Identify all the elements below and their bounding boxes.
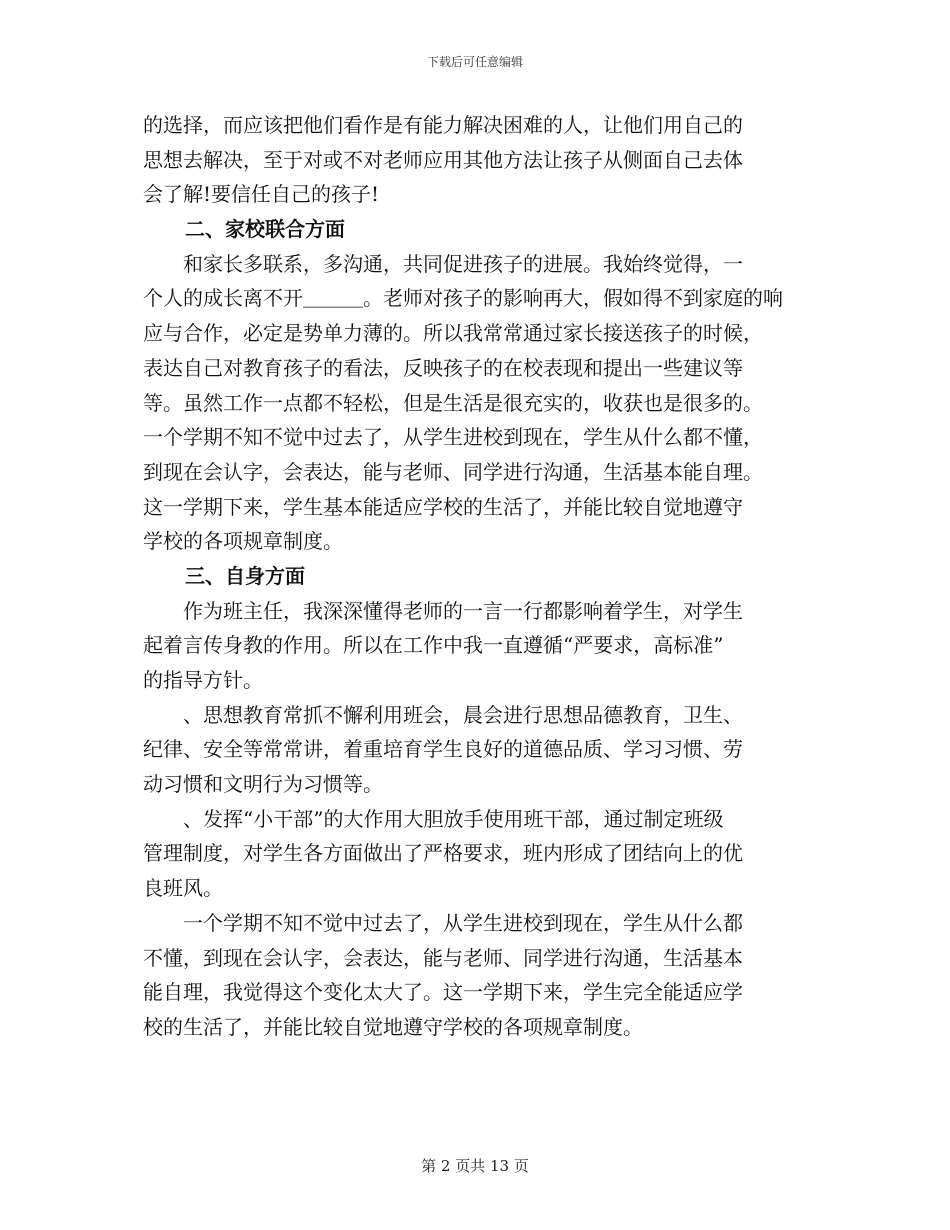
section-heading: 三、自身方面 [185,563,305,588]
body-line: 的指导方针。 [143,668,263,692]
document-body [143,108,811,1045]
body-line: 、发挥“小干部”的大作用大胆放手使用班干部，通过制定班级 [143,806,724,831]
page-footer: 第 2 页共 13 页 [421,1157,529,1175]
body-line: 、思想教育常抓不懈利用班会，晨会进行思想品德教育，卫生、 [143,702,743,727]
body-line: 不懂，到现在会认字，会表达，能与老师、同学进行沟通，生活基本 [143,945,743,970]
body-line: 能自理，我觉得这个变化太大了。这一学期下来，学生完全能适应学 [143,980,743,1005]
body-line: 会了解!要信任自己的孩子! [143,182,380,207]
body-line: 应与合作，必定是势单力薄的。所以我常常通过家长接送孩子的时候， [143,321,763,346]
body-line: 一个学期不知不觉中过去了，从学生进校到现在，学生从什么都 [143,910,743,935]
body-line: 学校的各项规章制度。 [143,529,343,554]
body-line: 作为班主任，我深深懂得老师的一言一行都影响着学生，对学生 [143,598,743,623]
body-line: 的选择，而应该把他们看作是有能力解决困难的人，让他们用自己的 [143,113,743,137]
body-line: 表达自己对教育孩子的看法，反映孩子的在校表现和提出一些建议等 [143,355,743,380]
body-line: 动习惯和文明行为习惯等。 [143,772,383,797]
body-line: 良班风。 [143,876,223,901]
body-line: 这一学期下来，学生基本能适应学校的生活了，并能比较自觉地遵守 [143,494,743,519]
body-line: 起着言传身教的作用。所以在工作中我一直遵循“严要求，高标准” [143,633,724,658]
body-line: 纪律、安全等常常讲，着重培育学生良好的道德品质、学习习惯、劳 [143,737,743,762]
body-line: 和家长多联系，多沟通，共同促进孩子的进展。我始终觉得，一 [143,251,743,276]
body-line: 一个学期不知不觉中过去了，从学生进校到现在，学生从什么都不懂， [143,425,763,450]
body-line: 等。虽然工作一点都不轻松，但是生活是很充实的，收获也是很多的。 [143,390,763,415]
body-line: 到现在会认字，会表达，能与老师、同学进行沟通，生活基本能自理。 [143,459,763,484]
page-header: 下载后可任意编辑 [426,55,523,69]
body-line: 管理制度，对学生各方面做出了严格要求，班内形成了团结向上的优 [143,841,743,866]
body-line: 个人的成长离不开＿＿＿。老师对孩子的影响再大，假如得不到家庭的响 [143,286,783,311]
body-line: 校的生活了，并能比较自觉地遵守学校的各项规章制度。 [143,1014,643,1039]
body-line: 思想去解决，至于对或不对老师应用其他方法让孩子从侧面自己去体 [143,147,743,172]
section-heading: 二、家校联合方面 [185,217,345,242]
